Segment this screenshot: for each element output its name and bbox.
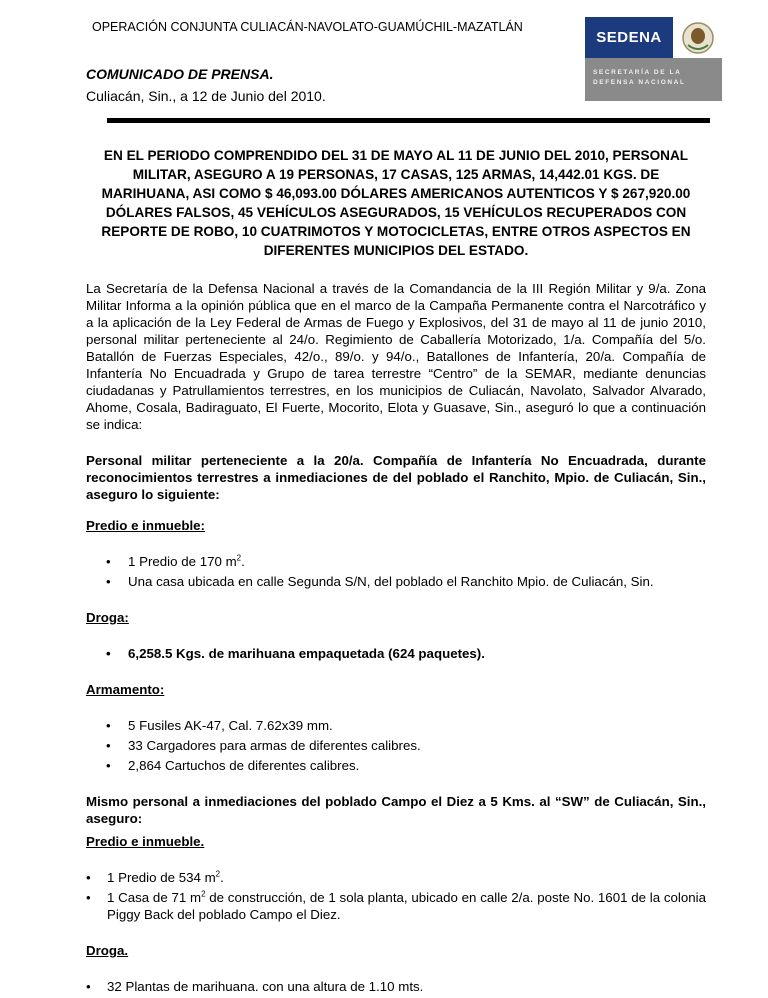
period: . [220,870,224,885]
mexican-eagle-seal-icon [673,17,722,58]
logo-name: SEDENA [585,17,673,58]
section2-predio-list [86,869,706,923]
list-item: • 33 Cargadores para armas de diferentes calibres. [86,737,706,754]
list-item: • 6,258.5 Kgs. de marihuana empaquetada (624 paquetes). [86,645,706,662]
press-date: Culiacán, Sin., a 12 de Junio del 2010. [86,88,326,104]
list-item: • 32 Plantas de marihuana. con una altura de 1.10 mts. [86,978,706,995]
section1-predio-title: Predio e inmueble: [86,518,205,533]
headline: EN EL PERIODO COMPRENDIDO DEL 31 DE MAYO AL 11 DE JUNIO DEL 2010, PERSONAL MILITAR, ASEGURO A 19 PERSONAS, 17 CASAS, 125 ARMAS, 14,442.01 KGS. DE MARIHUANA, ASI COMO $ 46,093.00 DÓLARES AMERICANOS AUTENTICOS Y $ 267,920.00 DÓLARES FALSOS, 45 VEHÍCULOS ASEGURADOS, 15 VEHÍCULOS RECUPERADOS CON REPORTE DE ROBO, 10 CUATRIMOTOS Y MOTOCICLETAS, ENTRE OTROS ASPECTOS EN DIFERENTES MUNICIPIOS DEL ESTADO. [101,148,691,258]
item-text: 1 Predio de 534 m [107,870,216,885]
section2-droga-title: Droga. [86,943,129,958]
list-item: • 5 Fusiles AK-47, Cal. 7.62x39 mm. [86,717,706,734]
item-text: de construcción, de 1 sola planta, ubicado en calle 2/a. poste No. 1601 de la colonia Piggy Back del poblado Campo el Diez. [107,890,706,922]
list-item: • 2,864 Cartuchos de diferentes calibres. [86,757,706,774]
item-text: 1 Casa de 71 m [107,890,202,905]
list-item: • Una casa ubicada en calle Segunda S/N, del poblado el Ranchito Mpio. de Culiacán, Sin. [86,573,706,590]
superscript: 2 [215,869,221,879]
section1-armamento-list [86,717,706,774]
list-item [86,889,706,923]
section2-lead: Mismo personal a inmediaciones del poblado Campo el Diez a 5 Kms. al “SW” de Culiacán, Sin., aseguro: [86,794,706,826]
list-item [86,553,706,570]
section1-lead: Personal militar perteneciente a la 20/a. Compañía de Infantería No Encuadrada, durante reconocimientos terrestres a inmediaciones de del poblado el Ranchito, Mpio. de Culiacán, Sin., aseguro lo siguiente: [86,453,706,502]
superscript: 2 [201,889,206,899]
logo-line1: SECRETARÍA DE LA [593,69,682,76]
sedena-logo [585,17,722,101]
section2-predio-title: Predio e inmueble. [86,834,205,849]
section1-predio-list [86,553,706,590]
intro-paragraph: La Secretaría de la Defensa Nacional a través de la Comandancia de la III Región Militar y 9/a. Zona Militar Informa a la opinión pública que en el marco de la Campaña Permanente contra el Narcotráfico y a la aplicación de la Ley Federal de Armas de Fuego y Explosivos, del 31 de mayo al 11 de junio 2010, personal militar perteneciente al 24/o. Regimiento de Caballería Motorizado, 1/a. Compañía del 5/o. Batallón de Fuerzas Especiales, 42/o., 89/o. y 94/o., Batallones de Infantería, 20/a. Compañía de Infantería No Encuadrada y Grupo de tarea terrestre “Centro” de la SEMAR, mediante denuncias ciudadanas y Patrullamientos terrestres, en los municipios de Culiacán, Navolato, Salvador Alvarado, Ahome, Cosala, Badiraguato, El Fuerte, Mocorito, Elota y Guasave, Sin., aseguró lo que a continuación se indica: [86,281,706,432]
item-text: 1 Predio de 170 m [128,554,237,569]
section1-droga-list [86,645,706,662]
press-label: COMUNICADO DE PRENSA. [86,66,274,82]
superscript: 2 [236,553,242,563]
logo-line2: DEFENSA NACIONAL [593,79,686,86]
header-title: OPERACIÓN CONJUNTA CULIACÁN-NAVOLATO-GUAMÚCHIL-MAZATLÁN [92,20,523,34]
section2-droga-list [86,978,706,995]
list-item [86,869,706,886]
divider-bar [107,118,710,123]
period: . [241,554,245,569]
section1-droga-title: Droga: [86,610,129,625]
document-body [86,146,706,998]
section1-armamento-title: Armamento: [86,682,165,697]
